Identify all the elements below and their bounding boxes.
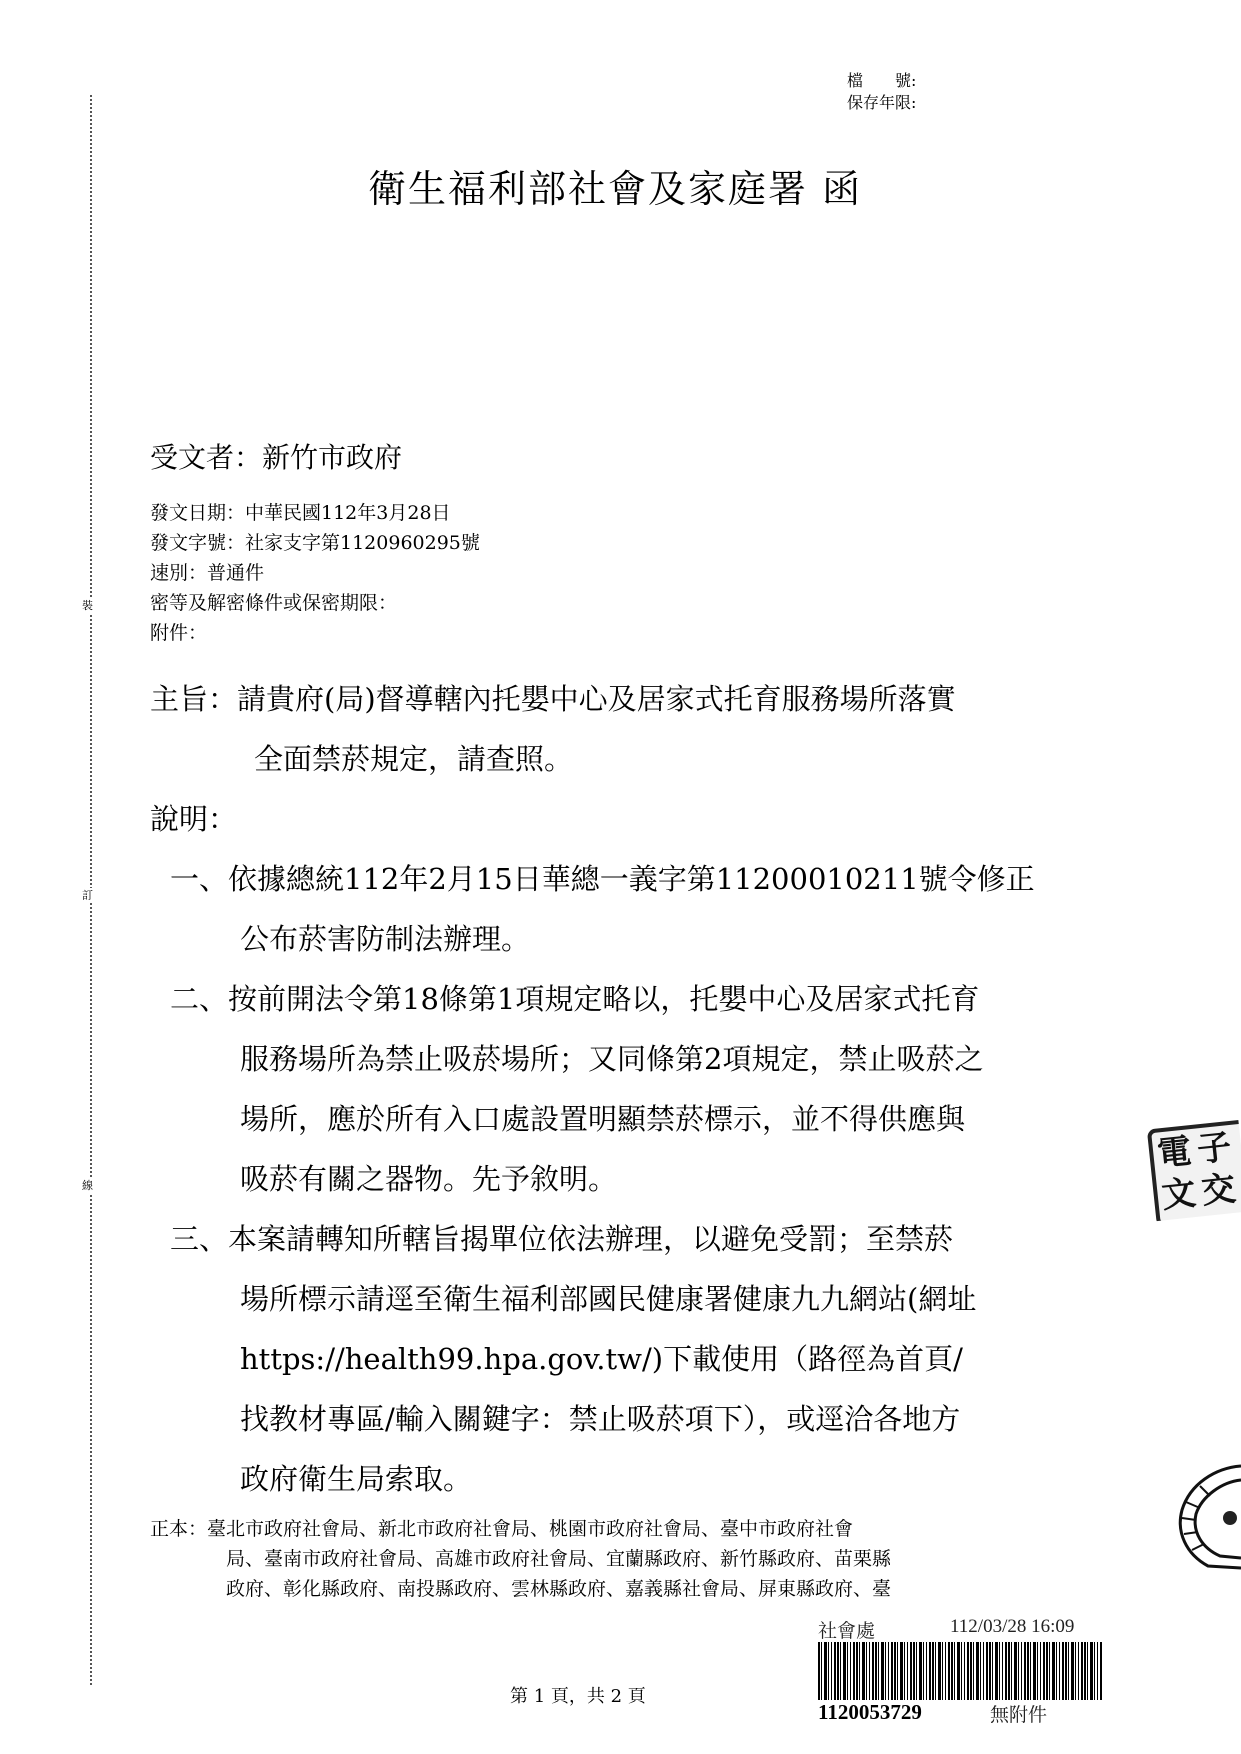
page-number: 第 1 頁，共 2 頁 (510, 1686, 646, 1707)
item-1-line-1: 一、依據總統112年2月15日華總一義字第11200010211號令修正 (170, 862, 1035, 896)
official-seal-icon (1160, 1462, 1241, 1570)
delivery-speed: 速別：普通件 (150, 562, 265, 584)
document-number: 發文字號：社家支字第1120960295號 (150, 532, 480, 554)
binding-mark-xian: 線 (82, 1179, 93, 1192)
item-3-line-1: 三、本案請轉知所轄旨揭單位依法辦理，以避免受罰；至禁菸 (170, 1222, 954, 1256)
file-number-label: 檔 號: (847, 71, 917, 90)
barcode-timestamp: 112/03/28 16:09 (950, 1616, 1075, 1637)
attachment: 附件： (150, 622, 208, 644)
binding-mark-zhuang: 裝 (82, 599, 93, 612)
item-3-line-2: 場所標示請逕至衛生福利部國民健康署健康九九網站(網址 (240, 1282, 977, 1316)
subject-line-2: 全面禁菸規定，請查照。 (254, 742, 574, 776)
cc-line-3: 政府、彰化縣政府、南投縣政府、雲林縣政府、嘉義縣社會局、屏東縣政府、臺 (226, 1578, 892, 1600)
item-2-line-3: 場所，應於所有入口處設置明顯禁菸標示，並不得供應與 (240, 1102, 966, 1136)
item-2-line-2: 服務場所為禁止吸菸場所；又同條第2項規定，禁止吸菸之 (240, 1042, 984, 1076)
stamp-char: 交 (1199, 1168, 1238, 1213)
cc-line-2: 局、臺南市政府社會局、高雄市政府社會局、宜蘭縣政府、新竹縣政府、苗栗縣 (226, 1548, 892, 1570)
recipient: 受文者：新竹市政府 (150, 441, 403, 474)
barcode-number: 1120053729 (818, 1700, 922, 1724)
barcode-attachment-status: 無附件 (990, 1704, 1048, 1726)
item-3-line-5: 政府衛生局索取。 (240, 1462, 473, 1496)
item-2-line-4: 吸菸有關之器物。先予敘明。 (240, 1162, 618, 1196)
explanation-label: 說明： (150, 802, 238, 836)
retention-period-label: 保存年限: (847, 93, 917, 112)
secrecy-level: 密等及解密條件或保密期限： (150, 592, 398, 614)
stamp-char: 子 (1195, 1127, 1234, 1171)
barcode-graphic (818, 1642, 1102, 1700)
item-2-line-1: 二、按前開法令第18條第1項規定略以，托嬰中心及居家式托育 (170, 982, 980, 1016)
document-title: 衛生福利部社會及家庭署 函 (368, 167, 863, 211)
subject-line-1: 主旨：請貴府(局)督導轄內托嬰中心及居家式托育服務場所落實 (150, 682, 956, 716)
stamp-char: 電 (1155, 1131, 1194, 1175)
stamp-char: 文 (1159, 1172, 1198, 1217)
cc-line-1: 正本：臺北市政府社會局、新北市政府社會局、桃園市政府社會局、臺中市政府社會 (150, 1518, 854, 1540)
item-3-line-4: 找教材專區/輸入關鍵字：禁止吸菸項下），或逕洽各地方 (240, 1402, 961, 1436)
binding-mark-ding: 訂 (82, 889, 93, 902)
item-3-line-3: https://health99.hpa.gov.tw/)下載使用（路徑為首頁/ (240, 1342, 963, 1376)
barcode-org-label: 社會處 (818, 1621, 876, 1642)
electronic-document-stamp (1138, 1112, 1241, 1222)
item-1-line-2: 公布菸害防制法辦理。 (240, 922, 531, 956)
issue-date: 發文日期：中華民國112年3月28日 (150, 502, 451, 524)
